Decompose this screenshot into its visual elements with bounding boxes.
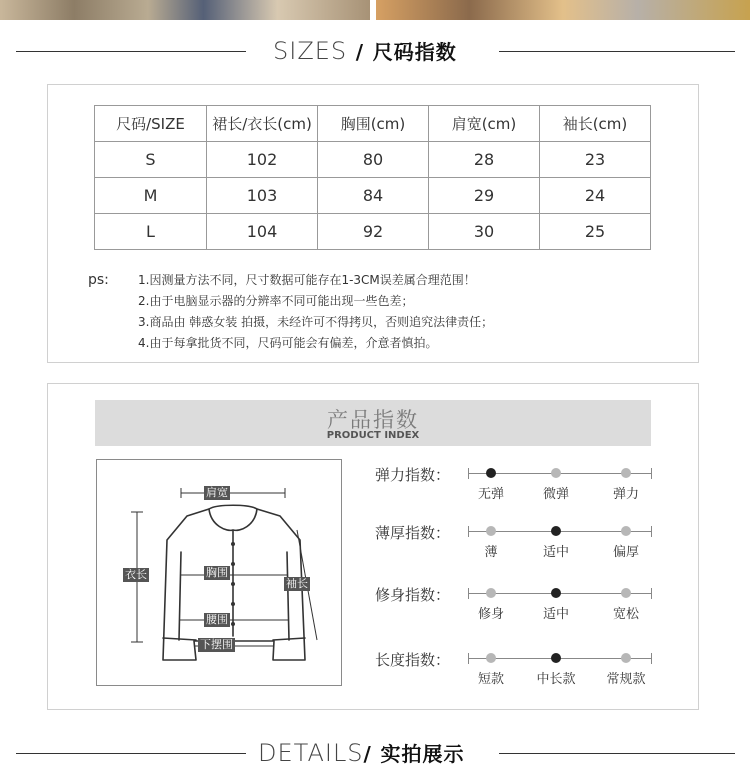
table-header: 袖长(cm) — [540, 106, 651, 142]
top-photo-strip — [0, 0, 750, 20]
details-title-cn: 实拍展示 — [380, 742, 465, 766]
title-line-right — [499, 51, 735, 52]
table-cell: S — [95, 142, 207, 178]
index-option-label: 适中 — [542, 607, 569, 622]
index-dot — [486, 653, 496, 663]
index-row-length — [375, 649, 655, 689]
garment-diagram — [96, 459, 342, 686]
table-cell: 25 — [540, 214, 651, 250]
label-shoulder: 肩宽 — [206, 486, 228, 499]
table-cell: 23 — [540, 142, 651, 178]
table-cell: 80 — [318, 142, 429, 178]
table-cell: 102 — [207, 142, 318, 178]
index-option-label: 中长款 — [536, 672, 576, 687]
table-cell: 103 — [207, 178, 318, 214]
table-cell: M — [95, 178, 207, 214]
index-dot — [486, 526, 496, 536]
label-chest: 胸围 — [206, 566, 228, 579]
index-option-label: 短款 — [477, 672, 504, 687]
index-option-label: 薄 — [484, 545, 498, 560]
table-cell: 28 — [429, 142, 540, 178]
table-header: 尺码/SIZE — [95, 106, 207, 142]
index-dot — [486, 588, 496, 598]
title-line-left — [16, 51, 246, 52]
index-row-fit — [375, 584, 655, 624]
title-line-right — [499, 753, 735, 754]
index-option-label: 适中 — [542, 545, 569, 560]
note-item: 4.由于每拿批货不同，尺码可能会有偏差，介意者慎拍。 — [138, 336, 438, 350]
table-cell: 104 — [207, 214, 318, 250]
label-length: 衣长 — [125, 568, 147, 581]
table-row — [95, 214, 651, 250]
label-sleeve: 袖长 — [286, 577, 308, 590]
table-cell: 92 — [318, 214, 429, 250]
label-hem: 下摆围 — [200, 638, 233, 651]
index-name: 修身指数： — [375, 586, 451, 604]
details-title-separator: / — [363, 742, 372, 766]
index-option-label: 无弹 — [477, 487, 504, 502]
photo-left — [0, 0, 370, 20]
index-dot — [551, 468, 561, 478]
table-header: 肩宽(cm) — [429, 106, 540, 142]
index-dot — [621, 526, 631, 536]
details-section-title — [0, 738, 750, 768]
size-table — [94, 105, 651, 250]
table-row — [95, 142, 651, 178]
index-option-label: 偏厚 — [612, 545, 639, 560]
sizes-title-cn: 尺码指数 — [372, 40, 457, 64]
index-dot — [621, 653, 631, 663]
table-cell: 29 — [429, 178, 540, 214]
details-title-en: DETAILS — [258, 739, 364, 767]
index-dot — [551, 653, 561, 663]
table-header: 胸围(cm) — [318, 106, 429, 142]
index-option-label: 宽松 — [612, 607, 639, 622]
table-cell: 84 — [318, 178, 429, 214]
index-option-label: 弹力 — [612, 487, 639, 502]
table-cell: L — [95, 214, 207, 250]
note-item: 1.因测量方法不同，尺寸数据可能存在1-3CM误差属合理范围！ — [138, 273, 476, 287]
index-dot — [551, 526, 561, 536]
label-waist: 腰围 — [206, 613, 228, 626]
index-option-label: 修身 — [477, 607, 504, 622]
notes-list — [138, 270, 698, 354]
index-dot — [621, 588, 631, 598]
table-header: 裙长/衣长(cm) — [207, 106, 318, 142]
index-row-elasticity — [375, 464, 655, 504]
index-name: 弹力指数： — [375, 466, 451, 484]
table-row — [95, 178, 651, 214]
sizes-title-separator: / — [355, 40, 365, 64]
table-cell: 30 — [429, 214, 540, 250]
index-dot — [551, 588, 561, 598]
sizes-title-en: SIZES — [273, 37, 348, 65]
index-name: 薄厚指数： — [375, 524, 451, 542]
product-index-title-en: PRODUCT INDEX — [326, 430, 420, 441]
note-item: 3.商品由 韩惑女装 拍摄，未经许可不得拷贝，否则追究法律责任； — [138, 315, 494, 329]
table-header-row — [95, 106, 651, 142]
index-dot — [621, 468, 631, 478]
note-item: 2.由于电脑显示器的分辨率不同可能出现一些色差； — [138, 294, 414, 308]
title-line-left — [16, 753, 246, 754]
index-dot — [486, 468, 496, 478]
sizes-section-title — [0, 36, 750, 66]
index-name: 长度指数： — [375, 651, 451, 669]
ps-label: ps: — [88, 272, 109, 288]
index-option-label: 微弹 — [542, 487, 569, 502]
product-index-title-cn: 产品指数 — [327, 408, 419, 432]
photo-right — [376, 0, 750, 20]
index-row-thickness — [375, 522, 655, 562]
table-cell: 24 — [540, 178, 651, 214]
product-index-header — [95, 400, 651, 446]
index-option-label: 常规款 — [606, 672, 646, 687]
